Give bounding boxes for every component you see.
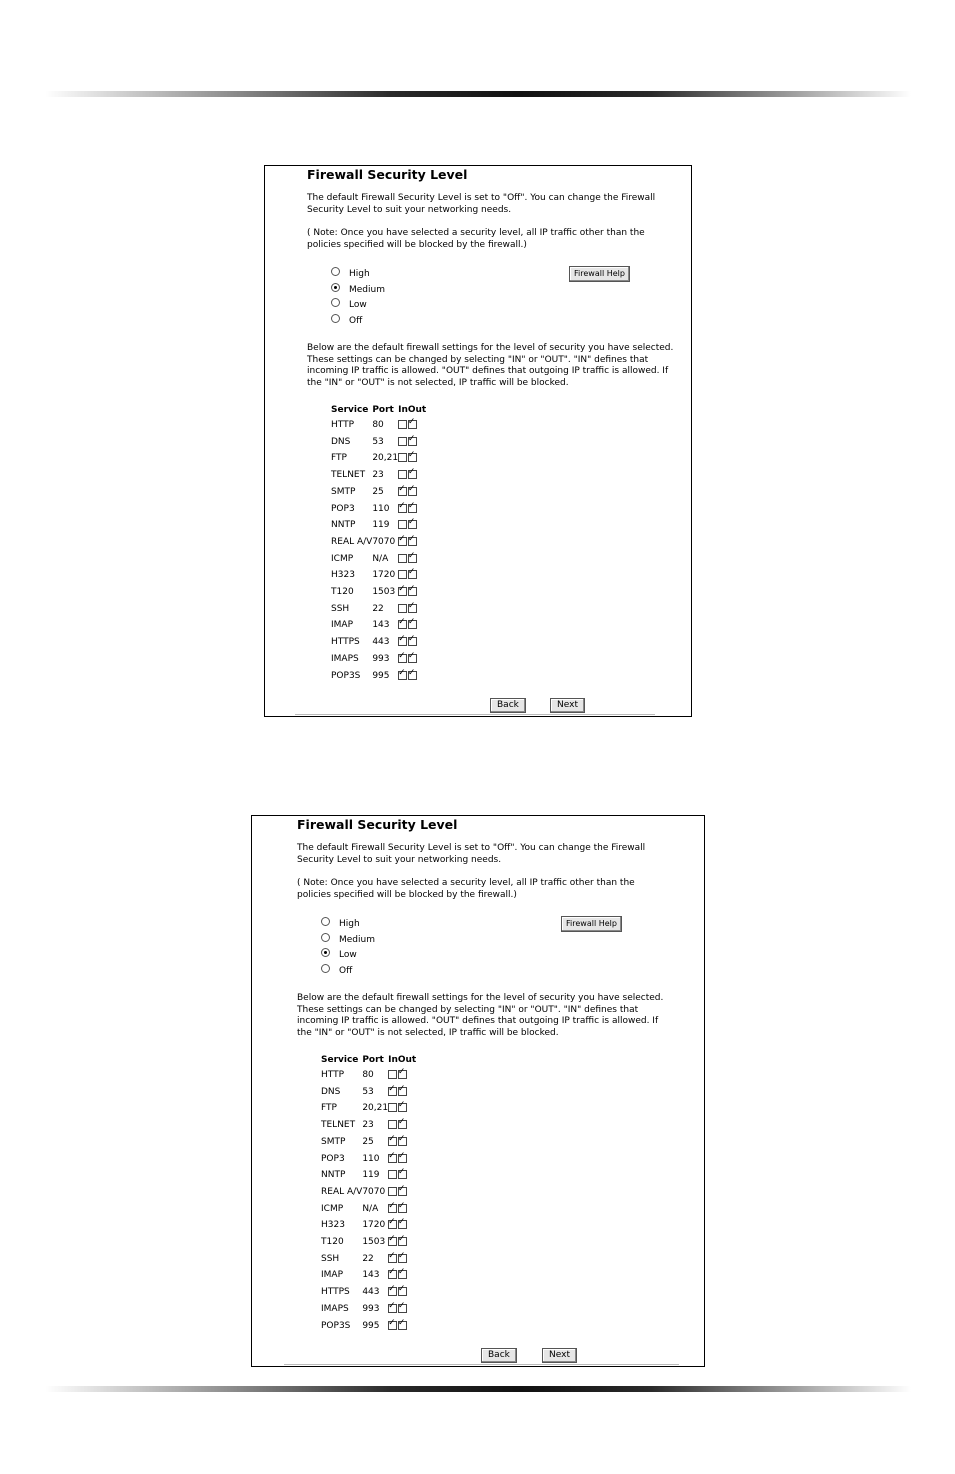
in-checkbox[interactable] xyxy=(398,671,407,680)
service-name: TELNET xyxy=(321,1120,356,1131)
service-name: FTP xyxy=(321,1103,337,1114)
in-checkbox[interactable] xyxy=(398,654,407,663)
service-name: IMAP xyxy=(321,1270,344,1281)
service-name: HTTPS xyxy=(321,1287,350,1298)
in-checkbox[interactable] xyxy=(388,1154,397,1163)
out-checkbox[interactable] xyxy=(398,1270,407,1279)
out-checkbox[interactable] xyxy=(408,637,417,646)
out-cell xyxy=(398,1100,416,1117)
table-row xyxy=(331,601,426,618)
in-checkbox[interactable] xyxy=(388,1254,397,1263)
out-checkbox[interactable] xyxy=(398,1220,407,1229)
out-checkbox[interactable] xyxy=(398,1304,407,1313)
in-cell xyxy=(388,1100,398,1117)
in-cell xyxy=(388,1167,398,1184)
service-name: ICMP xyxy=(321,1203,344,1214)
out-cell xyxy=(398,1301,416,1318)
service-port: 143 xyxy=(362,1270,380,1281)
table-row xyxy=(331,517,426,534)
settings-description: Below are the default firewall settings for the level of security you have selected. These settings can be changed by selecting "IN" or "OUT". "IN" defines that incoming IP traffic is allowed. "OUT" defines that outgoing IP traffic is allowed. If the "IN" or "OUT" is not selected, IP traffic will be blocked. xyxy=(307,343,674,388)
out-cell xyxy=(398,1201,416,1218)
service-name: REAL A/V xyxy=(321,1186,363,1197)
table-row xyxy=(321,1134,416,1151)
out-checkbox[interactable] xyxy=(408,570,417,579)
table-row xyxy=(321,1217,416,1234)
firewall-rules-table xyxy=(321,1053,416,1334)
out-cell xyxy=(408,517,426,534)
in-cell xyxy=(388,1301,398,1318)
service-port: N/A xyxy=(362,1203,379,1214)
service-port: 23 xyxy=(372,470,384,481)
in-cell xyxy=(398,417,408,434)
service-port: 1503 xyxy=(372,587,396,598)
table-row xyxy=(321,1251,416,1268)
out-cell xyxy=(398,1151,416,1168)
table-row xyxy=(321,1167,416,1184)
service-name: IMAPS xyxy=(321,1303,349,1314)
column-header-port: Port xyxy=(362,1055,384,1065)
column-header-out: Out xyxy=(397,1055,417,1065)
level-label-high: High xyxy=(349,269,370,279)
in-cell xyxy=(388,1084,398,1101)
in-cell xyxy=(398,467,408,484)
out-cell xyxy=(398,1167,416,1184)
table-row xyxy=(321,1301,416,1318)
firewall-panel-medium xyxy=(264,165,692,717)
service-port: 993 xyxy=(362,1303,380,1314)
in-checkbox[interactable] xyxy=(398,520,407,529)
intro-text: The default Firewall Security Level is set to "Off". You can change the Firewall Security Level to suit your networking needs. xyxy=(297,843,646,865)
level-label-off: Off xyxy=(349,315,363,326)
out-checkbox[interactable] xyxy=(408,453,417,462)
firewall-help-button[interactable]: Firewall Help xyxy=(569,266,630,282)
out-cell xyxy=(408,551,426,568)
service-name: SSH xyxy=(321,1253,340,1264)
in-checkbox[interactable] xyxy=(398,470,407,479)
in-checkbox[interactable] xyxy=(398,604,407,613)
note-text: ( Note: Once you have selected a security level, all IP traffic other than the policies specified will be blocked by the firewall.) xyxy=(297,878,635,900)
in-checkbox[interactable] xyxy=(388,1170,397,1179)
footer-divider xyxy=(295,714,655,715)
service-port: 22 xyxy=(362,1253,374,1264)
column-header-service: Service xyxy=(321,1055,359,1065)
out-cell xyxy=(398,1267,416,1284)
table-row xyxy=(331,668,426,685)
service-port: 1503 xyxy=(362,1237,386,1248)
out-checkbox[interactable] xyxy=(398,1170,407,1179)
out-checkbox[interactable] xyxy=(398,1120,407,1129)
in-cell xyxy=(388,1284,398,1301)
out-checkbox[interactable] xyxy=(398,1087,407,1096)
service-port: 53 xyxy=(372,436,384,447)
in-cell xyxy=(398,484,408,501)
out-cell xyxy=(398,1217,416,1234)
service-port: 7070 xyxy=(362,1186,386,1197)
out-cell xyxy=(408,651,426,668)
service-name: NNTP xyxy=(321,1170,346,1181)
service-port: 443 xyxy=(372,637,390,648)
top-rule xyxy=(45,91,911,97)
in-cell xyxy=(388,1117,398,1134)
service-name: NNTP xyxy=(331,520,356,531)
level-radio-off[interactable] xyxy=(321,964,330,973)
level-radio-low[interactable] xyxy=(331,298,340,307)
service-name: POP3S xyxy=(321,1320,351,1331)
level-radio-medium[interactable] xyxy=(321,933,330,942)
service-port: 119 xyxy=(362,1170,380,1181)
in-cell xyxy=(388,1201,398,1218)
in-cell xyxy=(398,517,408,534)
in-cell xyxy=(398,668,408,685)
out-cell xyxy=(408,534,426,551)
service-name: REAL A/V xyxy=(331,536,373,547)
out-checkbox[interactable] xyxy=(408,620,417,629)
service-port: N/A xyxy=(372,553,389,564)
settings-description: Below are the default firewall settings for the level of security you have selected. These settings can be changed by selecting "IN" or "OUT". "IN" defines that incoming IP traffic is allowed. "OUT" defines that outgoing IP traffic is allowed. If the "IN" or "OUT" is not selected, IP traffic will be blocked. xyxy=(297,993,664,1038)
out-checkbox[interactable] xyxy=(408,520,417,529)
in-checkbox[interactable] xyxy=(388,1287,397,1296)
column-header-service: Service xyxy=(331,405,369,415)
footer-divider xyxy=(284,1364,679,1365)
in-checkbox[interactable] xyxy=(388,1220,397,1229)
out-cell xyxy=(398,1234,416,1251)
in-checkbox[interactable] xyxy=(398,487,407,496)
in-checkbox[interactable] xyxy=(398,554,407,563)
in-checkbox[interactable] xyxy=(398,437,407,446)
out-cell xyxy=(398,1318,416,1335)
table-row xyxy=(321,1151,416,1168)
out-checkbox[interactable] xyxy=(408,671,417,680)
service-name: ICMP xyxy=(331,553,354,564)
out-cell xyxy=(398,1251,416,1268)
in-checkbox[interactable] xyxy=(388,1270,397,1279)
table-row xyxy=(321,1117,416,1134)
level-label-high: High xyxy=(339,919,360,929)
in-checkbox[interactable] xyxy=(388,1103,397,1112)
service-port: 143 xyxy=(372,620,390,631)
service-name: HTTP xyxy=(331,420,355,430)
service-port: 53 xyxy=(362,1086,374,1097)
in-cell xyxy=(398,551,408,568)
in-cell xyxy=(388,1251,398,1268)
service-name: DNS xyxy=(331,436,351,447)
in-cell xyxy=(398,567,408,584)
service-port: 1720 xyxy=(362,1220,386,1231)
out-checkbox[interactable] xyxy=(398,1287,407,1296)
out-cell xyxy=(408,467,426,484)
service-name: POP3S xyxy=(331,670,361,681)
out-cell xyxy=(408,617,426,634)
service-port: 995 xyxy=(372,670,390,681)
in-cell xyxy=(398,584,408,601)
in-cell xyxy=(388,1134,398,1151)
in-cell xyxy=(398,501,408,518)
level-label-medium: Medium xyxy=(349,284,385,295)
service-port: 993 xyxy=(372,653,390,664)
level-label-low: Low xyxy=(349,300,367,310)
service-name: SSH xyxy=(331,603,350,614)
in-checkbox[interactable] xyxy=(398,504,407,513)
service-name: HTTPS xyxy=(331,637,360,648)
table-row xyxy=(321,1234,416,1251)
table-row xyxy=(321,1184,416,1201)
service-name: H323 xyxy=(321,1220,345,1231)
service-port: 23 xyxy=(362,1120,374,1131)
in-checkbox[interactable] xyxy=(398,537,407,546)
out-cell xyxy=(408,450,426,467)
out-checkbox[interactable] xyxy=(398,1204,407,1213)
out-cell xyxy=(408,668,426,685)
in-checkbox[interactable] xyxy=(398,587,407,596)
out-checkbox[interactable] xyxy=(408,654,417,663)
table-row xyxy=(331,551,426,568)
in-cell xyxy=(398,634,408,651)
table-row xyxy=(331,467,426,484)
in-cell xyxy=(388,1151,398,1168)
table-row xyxy=(331,450,426,467)
table-row xyxy=(321,1267,416,1284)
in-checkbox[interactable] xyxy=(388,1237,397,1246)
intro-text: The default Firewall Security Level is set to "Off". You can change the Firewall Security Level to suit your networking needs. xyxy=(307,193,656,215)
page-title: Firewall Security Level xyxy=(307,167,468,182)
out-checkbox[interactable] xyxy=(408,420,417,429)
table-row xyxy=(331,634,426,651)
in-cell xyxy=(398,434,408,451)
service-port: 995 xyxy=(362,1320,380,1331)
level-radio-high[interactable] xyxy=(321,917,330,926)
in-cell xyxy=(388,1234,398,1251)
service-name: POP3 xyxy=(331,503,355,514)
in-checkbox[interactable] xyxy=(388,1321,397,1330)
in-checkbox[interactable] xyxy=(398,620,407,629)
in-checkbox[interactable] xyxy=(388,1120,397,1129)
table-row xyxy=(331,417,426,434)
page-title: Firewall Security Level xyxy=(297,817,458,832)
out-cell xyxy=(398,1117,416,1134)
out-cell xyxy=(408,501,426,518)
level-radio-medium[interactable] xyxy=(331,283,340,292)
service-name: T120 xyxy=(321,1237,344,1248)
out-cell xyxy=(398,1134,416,1151)
out-cell xyxy=(408,567,426,584)
in-checkbox[interactable] xyxy=(388,1087,397,1096)
service-name: POP3 xyxy=(321,1153,345,1164)
service-name: TELNET xyxy=(331,470,366,481)
table-row xyxy=(331,434,426,451)
level-radio-off[interactable] xyxy=(331,314,340,323)
note-text: ( Note: Once you have selected a security level, all IP traffic other than the policies specified will be blocked by the firewall.) xyxy=(307,228,645,250)
firewall-help-button[interactable]: Firewall Help xyxy=(561,916,622,932)
in-checkbox[interactable] xyxy=(398,453,407,462)
out-checkbox[interactable] xyxy=(408,504,417,513)
service-port: 20,21 xyxy=(372,453,399,464)
out-cell xyxy=(408,484,426,501)
service-name: HTTP xyxy=(321,1070,345,1080)
out-cell xyxy=(408,434,426,451)
out-cell xyxy=(398,1067,416,1084)
out-cell xyxy=(398,1284,416,1301)
in-checkbox[interactable] xyxy=(398,570,407,579)
in-checkbox[interactable] xyxy=(388,1204,397,1213)
service-port: 80 xyxy=(372,420,384,430)
in-cell xyxy=(398,651,408,668)
service-port: 25 xyxy=(362,1136,374,1147)
level-radio-high[interactable] xyxy=(331,267,340,276)
level-radio-low[interactable] xyxy=(321,948,330,957)
service-port: 7070 xyxy=(372,536,396,547)
service-port: 25 xyxy=(372,486,384,497)
level-label-low: Low xyxy=(339,950,357,960)
service-name: IMAPS xyxy=(331,653,359,664)
out-checkbox[interactable] xyxy=(398,1103,407,1112)
service-port: 1720 xyxy=(372,570,396,581)
service-port: 22 xyxy=(372,603,384,614)
out-cell xyxy=(398,1184,416,1201)
table-row xyxy=(321,1084,416,1101)
out-checkbox[interactable] xyxy=(408,537,417,546)
in-cell xyxy=(398,450,408,467)
out-checkbox[interactable] xyxy=(398,1137,407,1146)
out-cell xyxy=(408,634,426,651)
out-cell xyxy=(408,584,426,601)
service-name: T120 xyxy=(331,587,354,598)
out-checkbox[interactable] xyxy=(398,1321,407,1330)
column-header-in: In xyxy=(398,405,408,415)
table-row xyxy=(321,1201,416,1218)
column-header-out: Out xyxy=(407,405,427,415)
out-checkbox[interactable] xyxy=(408,470,417,479)
next-button[interactable]: Next xyxy=(542,1348,577,1363)
out-checkbox[interactable] xyxy=(408,554,417,563)
in-checkbox[interactable] xyxy=(388,1137,397,1146)
table-row xyxy=(331,501,426,518)
service-port: 110 xyxy=(362,1153,380,1164)
in-cell xyxy=(388,1184,398,1201)
table-row xyxy=(331,617,426,634)
out-cell xyxy=(408,601,426,618)
firewall-rules-table xyxy=(331,403,426,684)
table-row xyxy=(321,1067,416,1084)
out-checkbox[interactable] xyxy=(398,1187,407,1196)
column-header-port: Port xyxy=(372,405,394,415)
service-name: IMAP xyxy=(331,620,354,631)
in-checkbox[interactable] xyxy=(388,1187,397,1196)
in-cell xyxy=(398,601,408,618)
in-cell xyxy=(388,1217,398,1234)
level-label-medium: Medium xyxy=(339,934,375,945)
service-port: 443 xyxy=(362,1287,380,1298)
table-row xyxy=(321,1318,416,1335)
out-checkbox[interactable] xyxy=(398,1154,407,1163)
in-checkbox[interactable] xyxy=(388,1070,397,1079)
service-port: 119 xyxy=(372,520,390,531)
in-cell xyxy=(388,1267,398,1284)
table-row xyxy=(331,534,426,551)
next-button[interactable]: Next xyxy=(550,698,585,713)
out-checkbox[interactable] xyxy=(398,1237,407,1246)
in-checkbox[interactable] xyxy=(388,1304,397,1313)
out-checkbox[interactable] xyxy=(408,587,417,596)
service-name: H323 xyxy=(331,570,355,581)
in-cell xyxy=(398,617,408,634)
service-port: 110 xyxy=(372,503,390,514)
service-port: 80 xyxy=(362,1070,374,1080)
in-cell xyxy=(388,1067,398,1084)
out-checkbox[interactable] xyxy=(408,487,417,496)
firewall-panel-low xyxy=(251,815,705,1367)
out-checkbox[interactable] xyxy=(398,1070,407,1079)
service-name: SMTP xyxy=(331,486,356,497)
out-checkbox[interactable] xyxy=(408,437,417,446)
out-cell xyxy=(408,417,426,434)
back-button[interactable]: Back xyxy=(481,1348,517,1363)
table-row xyxy=(331,567,426,584)
bottom-rule xyxy=(45,1386,911,1392)
table-row xyxy=(321,1100,416,1117)
out-cell xyxy=(398,1084,416,1101)
service-name: DNS xyxy=(321,1086,341,1097)
table-row xyxy=(331,584,426,601)
out-checkbox[interactable] xyxy=(398,1254,407,1263)
in-cell xyxy=(398,534,408,551)
out-checkbox[interactable] xyxy=(408,604,417,613)
service-name: FTP xyxy=(331,453,347,464)
table-row xyxy=(331,484,426,501)
column-header-in: In xyxy=(388,1055,398,1065)
in-checkbox[interactable] xyxy=(398,420,407,429)
in-checkbox[interactable] xyxy=(398,637,407,646)
level-label-off: Off xyxy=(339,965,353,976)
service-name: SMTP xyxy=(321,1136,346,1147)
service-port: 20,21 xyxy=(362,1103,389,1114)
back-button[interactable]: Back xyxy=(490,698,526,713)
table-row xyxy=(331,651,426,668)
table-row xyxy=(321,1284,416,1301)
in-cell xyxy=(388,1318,398,1335)
